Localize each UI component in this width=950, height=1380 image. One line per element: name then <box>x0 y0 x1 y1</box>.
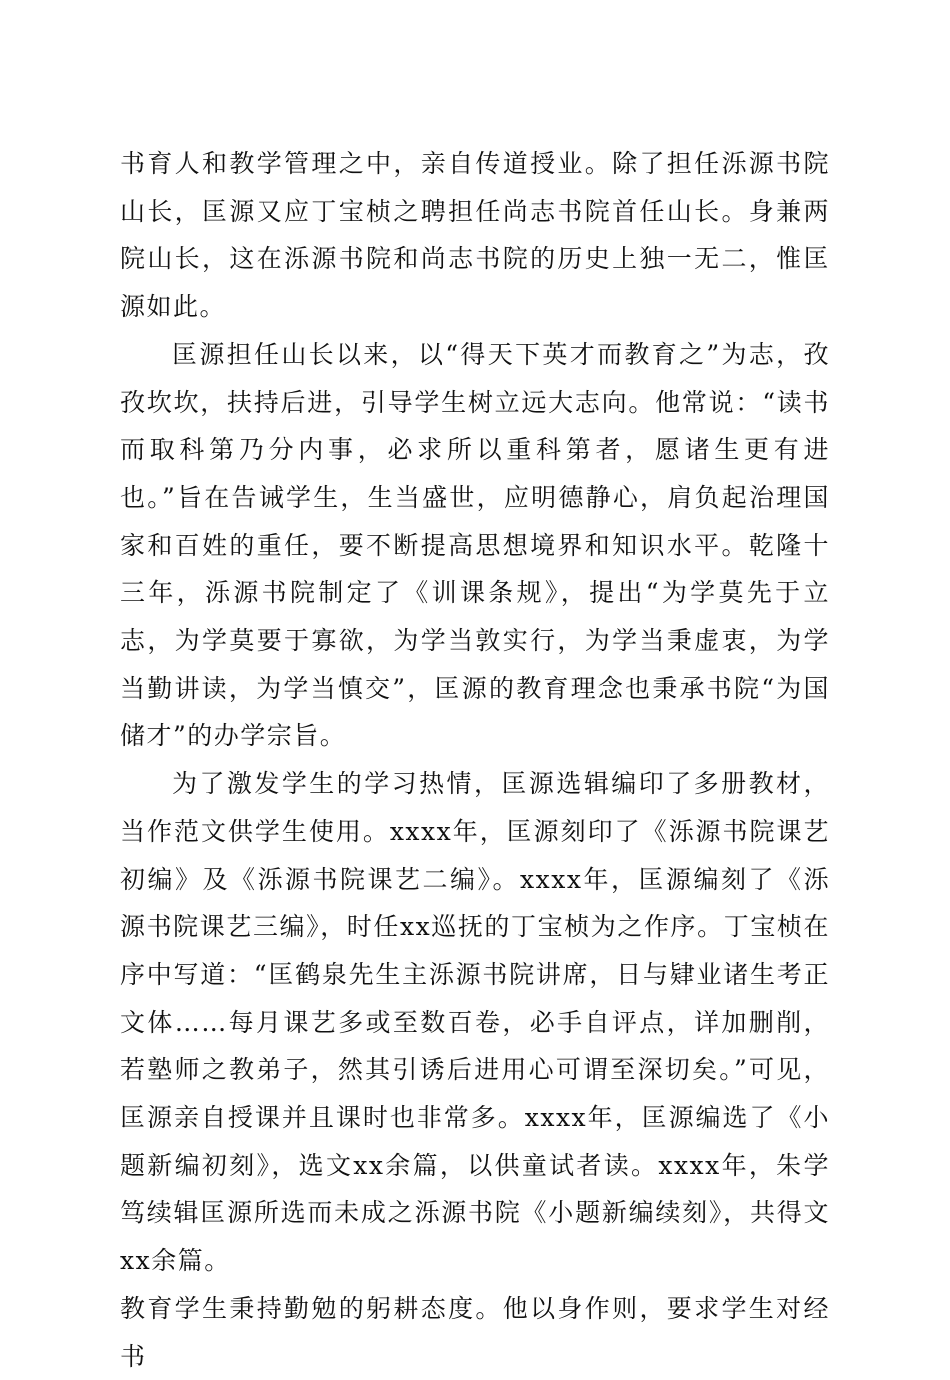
paragraph-3: 为了激发学生的学习热情，匡源选辑编印了多册教材，当作范文供学生使用。xxxx年，匡源刻印了《泺源书院课艺初编》及《泺源书院课艺二编》。xxxx年，匡源编刻了《泺源书院课艺三编》，时任xx巡抚的丁宝桢为之作序。丁宝桢在序中写道：“匡鹤泉先生主泺源书院讲席，日与肄业诸生考正文体……每月课艺多或至数百卷，必手自评点，详加删削，若塾师之教弟子，然其引诱后进用心可谓至深切矣。”可见，匡源亲自授课并且课时也非常多。xxxx年，匡源编选了《小题新编初刻》，选文xx余篇，以供童试者读。xxxx年，朱学笃续辑匡源所选而未成之泺源书院《小题新编续刻》，共得文xx余篇。 <box>120 769 830 1276</box>
paragraph-2: 匡源担任山长以来，以“得天下英才而教育之”为志，孜孜坎坎，扶持后进，引导学生树立远大志向。他常说：“读书而取科第乃分内事，必求所以重科第者，愿诸生更有进也。”旨在告诫学生，生当盛世，应明德静心，肩负起治理国家和百姓的重任，要不断提高思想境界和知识水平。乾隆十三年，泺源书院制定了《训课条规》，提出“为学莫先于立志，为学莫要于寡欲，为学当敦实行，为学当秉虚衷，为学当勤讲读，为学当慎交”，匡源的教育理念也秉承书院“为国储才”的办学宗旨。 <box>120 339 830 751</box>
paragraph-4: 教育学生秉持勤勉的躬耕态度。他以身作则，要求学生对经书 <box>120 1293 830 1371</box>
paragraph-1: 书育人和教学管理之中，亲自传道授业。除了担任泺源书院山长，匡源又应丁宝桢之聘担任尚志书院首任山长。身兼两院山长，这在泺源书院和尚志书院的历史上独一无二，惟匡源如此。 <box>120 149 830 322</box>
document-body <box>120 140 830 1380</box>
